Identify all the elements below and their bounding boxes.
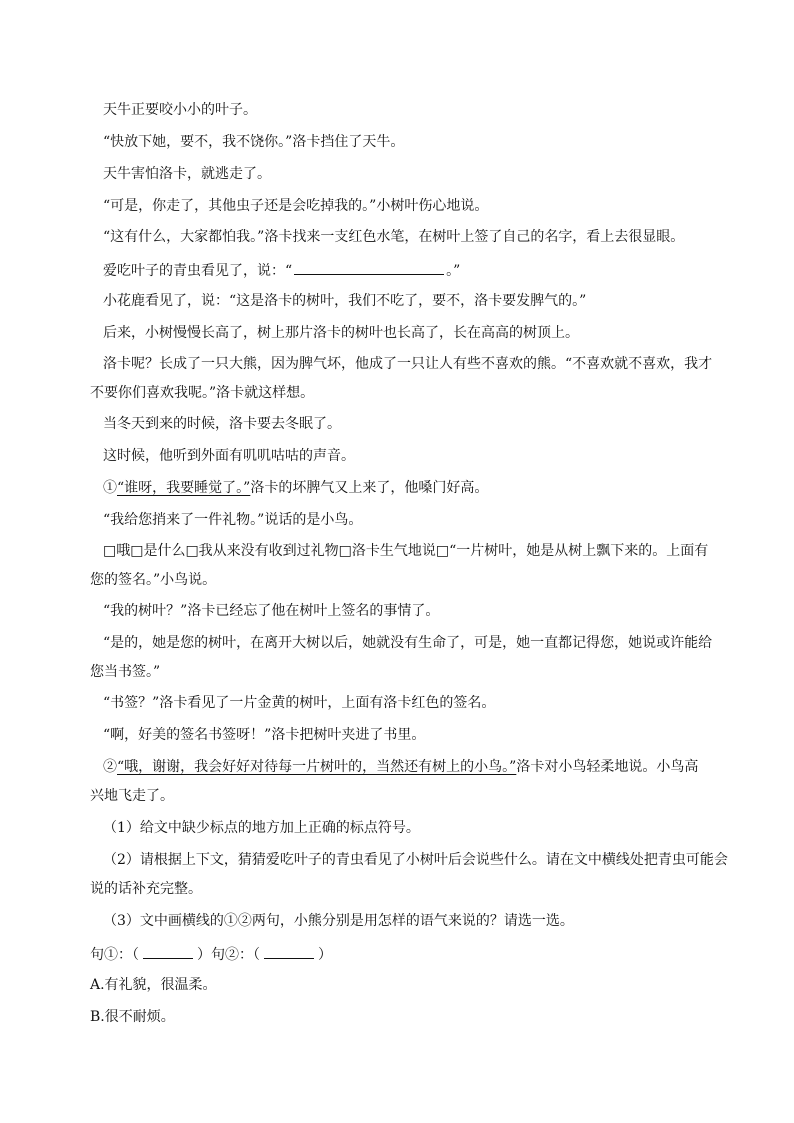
story-line-5: “这有什么，大家都怕我。”洛卡找来一支红色水笔，在树叶上签了自己的名字，看上去很显眼。 xyxy=(103,229,685,245)
story-line-4: “可是，你走了，其他虫子还是会吃掉我的。”小树叶伤心地说。 xyxy=(103,198,489,214)
question-2-line-1: （2）请根据上下文，猜猜爱吃叶子的青虫看见了小树叶后会说些什么。请在文中横线处把青虫可能会 xyxy=(103,852,728,868)
question-3-answers xyxy=(90,944,332,964)
story-line-22 xyxy=(103,758,698,776)
story-line-16: 您的签名。”小鸟说。 xyxy=(90,572,217,588)
option-a: A.有礼貌，很温柔。 xyxy=(90,977,217,993)
story-line-9: 洛卡呢？长成了一只大熊，因为脾气坏，他成了一只让人有些不喜欢的熊。“不喜欢就不喜欢，我才 xyxy=(103,356,713,372)
question-3: （3）文中画横线的①②两句，小熊分别是用怎样的语气来说的？请选一选。 xyxy=(103,913,574,929)
story-line-6-pre: 爱吃叶子的青虫看见了，说：“ xyxy=(103,263,293,279)
story-line-6-post: 。” xyxy=(446,263,461,279)
sentence-1-blank[interactable] xyxy=(143,944,193,959)
story-line-2: “快放下她，要不，我不饶你。”洛卡挡住了天牛。 xyxy=(103,134,405,150)
story-line-3: 天牛害怕洛卡，就逃走了。 xyxy=(103,166,271,182)
story-line-13-rest: 洛卡的坏脾气又上来了，他嗓门好高。 xyxy=(250,480,489,496)
sentence-2-blank[interactable] xyxy=(264,944,314,959)
underlined-quote-1: “谁呀，我要睡觉了。” xyxy=(117,480,251,496)
story-line-8: 后来，小树慢慢长高了，树上那片洛卡的树叶也长高了，长在高高的树顶上。 xyxy=(103,325,579,341)
story-line-22-rest: 洛卡对小鸟轻柔地说。小鸟高 xyxy=(516,759,699,775)
sentence-2-label: ）句②：（ xyxy=(197,947,260,963)
story-line-23: 兴地飞走了。 xyxy=(90,788,174,804)
closing-paren: ） xyxy=(318,947,332,963)
sentence-1-label: 句①：（ xyxy=(90,947,139,963)
story-line-12: 这时候，他听到外面有叽叽咕咕的声音。 xyxy=(103,448,355,464)
option-b: B.很不耐烦。 xyxy=(90,1009,175,1025)
answer-blank[interactable] xyxy=(294,260,444,275)
story-line-6 xyxy=(103,260,460,280)
story-line-7: 小花鹿看见了，说：“这是洛卡的树叶，我们不吃了，要不，洛卡要发脾气的。” xyxy=(103,293,587,309)
story-line-10: 不要你们喜欢我呢。”洛卡就这样想。 xyxy=(90,385,315,401)
story-line-11: 当冬天到来的时候，洛卡要去冬眠了。 xyxy=(103,416,341,432)
story-line-19: 您当书签。” xyxy=(90,664,161,680)
story-line-14: “我给您捎来了一件礼物。”说话的是小鸟。 xyxy=(103,512,363,528)
question-2-line-2: 说的话补充完整。 xyxy=(90,881,202,897)
marker-1: ① xyxy=(103,480,117,496)
story-line-13 xyxy=(103,479,488,497)
underlined-quote-2: “哦，谢谢，我会好好对待每一片树叶的，当然还有树上的小鸟。” xyxy=(117,759,517,775)
marker-2: ② xyxy=(103,759,117,775)
story-line-18: “是的，她是您的树叶，在离开大树以后，她就没有生命了，可是，她一直都记得您，她说或许能给 xyxy=(103,635,713,651)
story-line-21: “啊，好美的签名书签呀！”洛卡把树叶夹进了书里。 xyxy=(103,727,426,743)
story-line-15: □哦□是什么□我从来没有收到过礼物□洛卡生气地说□“一片树叶，她是从树上飘下来的。上面有 xyxy=(103,543,709,559)
story-line-20: “书签？”洛卡看见了一片金黄的树叶，上面有洛卡红色的签名。 xyxy=(103,695,496,711)
story-line-17: “我的树叶？”洛卡已经忘了他在树叶上签名的事情了。 xyxy=(103,603,440,619)
question-1: （1）给文中缺少标点的地方加上正确的标点符号。 xyxy=(103,820,420,836)
story-line-1: 天牛正要咬小小的叶子。 xyxy=(103,102,257,118)
